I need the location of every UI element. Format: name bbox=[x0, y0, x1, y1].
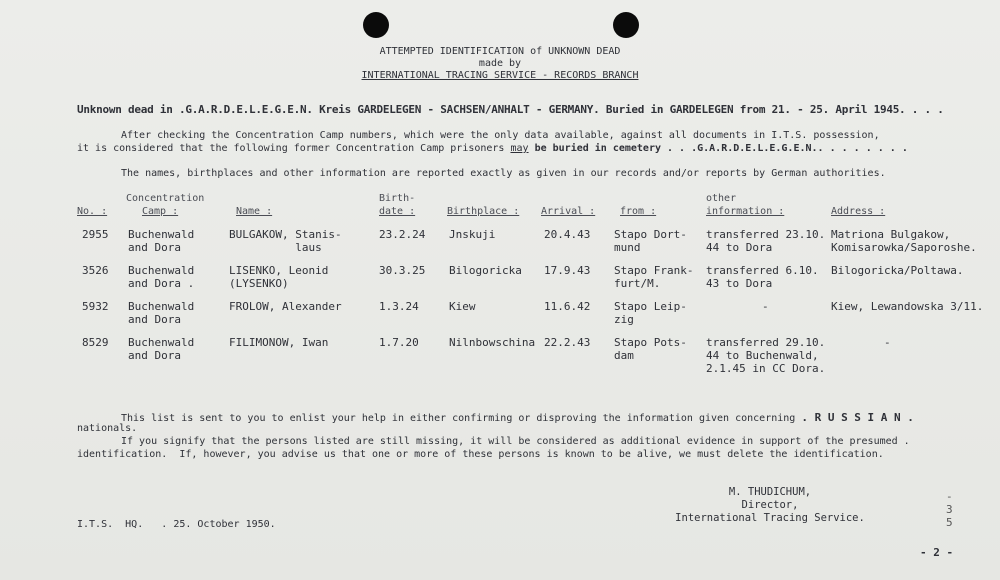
cell-birthdate: 1.7.20 bbox=[379, 336, 419, 349]
place-date: I.T.S. HQ. . 25. October 1950. bbox=[77, 519, 276, 530]
signature-org: International Tracing Service. bbox=[675, 512, 865, 524]
footer-p1-b: nationals. bbox=[77, 423, 138, 434]
document-subtitle: made by bbox=[478, 58, 522, 69]
cell-name: BULGAKOW, Stanis- laus bbox=[229, 228, 342, 254]
cell-no: 3526 bbox=[82, 264, 109, 277]
footer-p2-line1: If you signify that the persons listed are still missing, it will be considered as additional evidence in support of the presumed . bbox=[121, 436, 910, 447]
footer-nationality: . R U S S I A N . bbox=[801, 411, 914, 424]
cell-other: transferred 29.10. 44 to Buchenwald, 2.1.45 in CC Dora. bbox=[706, 336, 826, 375]
cell-no: 5932 bbox=[82, 300, 109, 313]
footer-p1-a: This list is sent to you to enlist your help in either confirming or disproving the information given concerning bbox=[121, 413, 796, 424]
cell-no: 2955 bbox=[82, 228, 109, 241]
punch-hole-left bbox=[363, 12, 389, 38]
cell-birthdate: 23.2.24 bbox=[379, 228, 426, 241]
cell-address: - bbox=[884, 336, 891, 349]
cell-address: Kiew, Lewandowska 3/11. bbox=[831, 300, 984, 313]
cell-other: transferred 6.10. 43 to Dora bbox=[706, 264, 819, 290]
para2: The names, birthplaces and other information are reported exactly as given in our records and/or reports by German authorities. bbox=[121, 168, 886, 179]
footer-p1 bbox=[121, 411, 914, 424]
para1-may: may bbox=[510, 143, 529, 154]
header-no: No. : bbox=[77, 206, 108, 217]
cell-name: FROLOW, Alexander bbox=[229, 300, 342, 313]
cell-from: Stapo Frank- furt/M. bbox=[614, 264, 694, 290]
cell-camp: Buchenwald and Dora . bbox=[128, 264, 195, 290]
cell-no: 8529 bbox=[82, 336, 109, 349]
header-name: Name : bbox=[236, 206, 273, 217]
header-from: from : bbox=[620, 206, 657, 217]
cell-camp: Buchenwald and Dora bbox=[128, 336, 195, 362]
cell-address: Bilogoricka/Poltawa. bbox=[831, 264, 964, 277]
cell-camp: Buchenwald and Dora bbox=[128, 300, 195, 326]
cell-from: Stapo Dort- mund bbox=[614, 228, 687, 254]
para1-line2 bbox=[77, 143, 908, 154]
issuing-branch: INTERNATIONAL TRACING SERVICE - RECORDS BRANCH bbox=[361, 70, 639, 81]
cell-other: - bbox=[762, 300, 769, 313]
cell-name: LISENKO, Leonid (LYSENKO) bbox=[229, 264, 329, 290]
cell-birthdate: 1.3.24 bbox=[379, 300, 419, 313]
signature-name: M. THUDICHUM, bbox=[728, 486, 812, 498]
cell-from: Stapo Pots- dam bbox=[614, 336, 687, 362]
page-number: - 2 - bbox=[920, 546, 954, 559]
cell-birthdate: 30.3.25 bbox=[379, 264, 426, 277]
header-other-top: other bbox=[706, 193, 737, 204]
cell-arrival: 17.9.43 bbox=[544, 264, 591, 277]
para1-line2-b: be buried in cemetery . . .G.A.R.D.E.L.E.G.E.N.. . . . . . . . bbox=[528, 143, 908, 154]
header-camp-top: Concentration bbox=[126, 193, 205, 204]
header-address: Address : bbox=[831, 206, 886, 217]
para1-line2-a: it is considered that the following former Concentration Camp prisoners bbox=[77, 143, 511, 154]
cell-birthplace: Bilogoricka bbox=[449, 264, 522, 277]
document-title: ATTEMPTED IDENTIFICATION of UNKNOWN DEAD bbox=[379, 46, 621, 57]
cell-camp: Buchenwald and Dora bbox=[128, 228, 195, 254]
para1-line1: After checking the Concentration Camp numbers, which were the only data available, against all documents in I.T.S. possession, bbox=[121, 130, 880, 141]
header-birthdate: date : bbox=[379, 206, 416, 217]
cell-other: transferred 23.10. 44 to Dora bbox=[706, 228, 826, 254]
header-birthplace: Birthplace : bbox=[447, 206, 520, 217]
signature-title: Director, bbox=[741, 499, 799, 511]
header-other: information : bbox=[706, 206, 785, 217]
intro-line: Unknown dead in .G.A.R.D.E.L.E.G.E.N. Kreis GARDELEGEN - SACHSEN/ANHALT - GERMANY. Buried in GARDELEGEN from 21. - 25. April 1945. . . . bbox=[77, 103, 944, 116]
cell-from: Stapo Leip- zig bbox=[614, 300, 687, 326]
cell-arrival: 22.2.43 bbox=[544, 336, 591, 349]
cell-arrival: 20.4.43 bbox=[544, 228, 591, 241]
cell-birthplace: Jnskuji bbox=[449, 228, 496, 241]
cell-birthplace: Nilnbowschina bbox=[449, 336, 536, 349]
header-camp: Camp : bbox=[142, 206, 179, 217]
cell-name: FILIMONOW, Iwan bbox=[229, 336, 329, 349]
margin-mark: - 3 5 bbox=[946, 490, 953, 529]
cell-arrival: 11.6.42 bbox=[544, 300, 591, 313]
header-birth-top: Birth- bbox=[379, 193, 416, 204]
footer-p2-line2: identification. If, however, you advise us that one or more of these persons is known to be alive, we must delete the identification. bbox=[77, 449, 884, 460]
signature-block bbox=[655, 486, 885, 525]
cell-address: Matriona Bulgakow, Komisarowka/Saporoshe. bbox=[831, 228, 977, 254]
header-arrival: Arrival : bbox=[541, 206, 596, 217]
cell-birthplace: Kiew bbox=[449, 300, 476, 313]
punch-hole-right bbox=[613, 12, 639, 38]
